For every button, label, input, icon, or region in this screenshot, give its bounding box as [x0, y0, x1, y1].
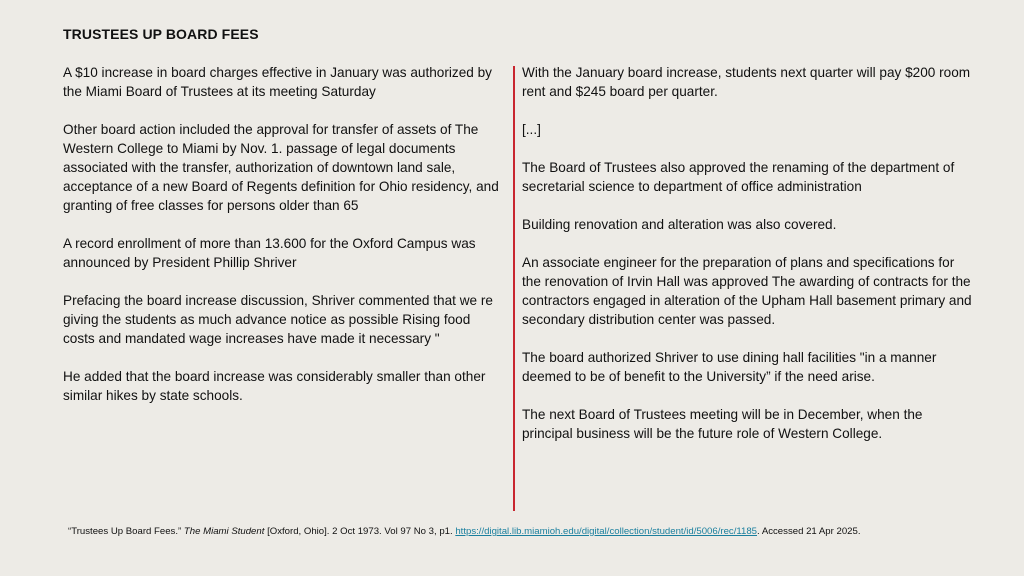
article-title: TRUSTEES UP BOARD FEES — [63, 26, 259, 42]
paragraph: The board authorized Shriver to use dining hall facilities "in a manner deemed to be of benefit to the University” if the need arise. — [522, 350, 937, 384]
paragraph: An associate engineer for the preparation of plans and specifications for the renovation of Irvin Hall was approved The awarding of contracts for the contractors engaged in alteration of the Upham Hall basement primary and secondary distribution center was passed. — [522, 255, 972, 327]
citation-link[interactable]: https://digital.lib.miamioh.edu/digital/collection/student/id/5006/rec/1185 — [455, 526, 758, 537]
citation-details: [Oxford, Ohio]. 2 Oct 1973. Vol 97 No 3, p1. — [264, 526, 456, 537]
column-divider — [513, 66, 515, 511]
citation-prefix: “Trustees Up Board Fees.” — [68, 526, 184, 537]
paragraph: [...] — [522, 122, 541, 137]
paragraph: A record enrollment of more than 13.600 for the Oxford Campus was announced by President Phillip Shriver — [63, 236, 476, 270]
paragraph: Building renovation and alteration was also covered. — [522, 217, 837, 232]
paragraph: Prefacing the board increase discussion, Shriver commented that we re giving the students as much advance notice as possible Rising food costs and mandated wage increases have made it necessary " — [63, 293, 493, 346]
paragraph: Other board action included the approval for transfer of assets of The Western College to Miami by Nov. 1. passage of legal documents associated with the transfer, authorization of downtown land sale, acceptance of a new Board of Regents definition for Ohio residency, and granting of free classes for persons older than 65 — [63, 122, 499, 213]
paragraph: The Board of Trustees also approved the renaming of the department of secretarial science to department of office administration — [522, 160, 955, 194]
citation-suffix: . Accessed 21 Apr 2025. — [757, 526, 861, 537]
right-column — [522, 63, 972, 462]
paragraph: He added that the board increase was considerably smaller than other similar hikes by state schools. — [63, 369, 486, 403]
paragraph: A $10 increase in board charges effective in January was authorized by the Miami Board of Trustees at its meeting Saturday — [63, 65, 492, 99]
citation — [68, 525, 968, 538]
citation-publication: The Miami Student — [183, 526, 265, 537]
paragraph: The next Board of Trustees meeting will be in December, when the principal business will be the future role of Western College. — [522, 407, 923, 441]
paragraph: With the January board increase, students next quarter will pay $200 room rent and $245 board per quarter. — [522, 65, 971, 99]
left-column — [63, 63, 503, 424]
